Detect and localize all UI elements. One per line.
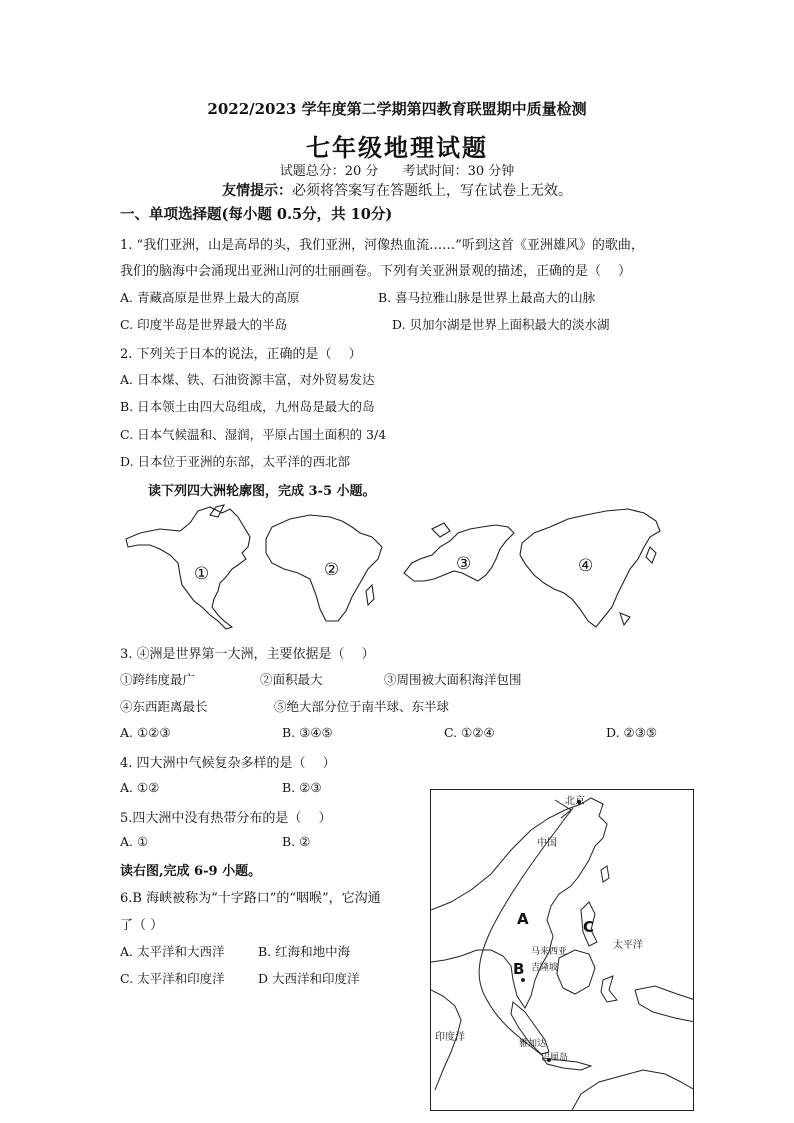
continent-label-2: ② — [324, 560, 340, 580]
exam-meta — [0, 160, 794, 179]
route-line — [479, 808, 573, 1056]
tip-text: 必须将答案写在答题纸上，写在试卷上无效。 — [292, 183, 572, 199]
north-america-outline — [126, 507, 250, 629]
q6-option-b: B. 红海和地中海 — [258, 944, 351, 959]
q5-option-a: A. ① — [120, 834, 149, 849]
q3-option-a: A. ①②③ — [120, 725, 171, 740]
q3-item-1: ①跨纬度最广 — [120, 672, 196, 687]
label-malaysia: 马来西亚 — [531, 947, 568, 957]
q4-option-a: A. ①② — [120, 780, 160, 795]
label-pacific: 太平洋 — [613, 940, 643, 951]
q3-option-c: C. ①②④ — [444, 725, 495, 740]
marker-a: A — [517, 910, 529, 928]
continent-label-1: ① — [194, 564, 210, 584]
southeast-asia-map — [430, 789, 694, 1111]
tip-label: 友情提示： — [222, 183, 292, 199]
label-china: 中国 — [537, 838, 557, 849]
marker-c: C — [583, 918, 595, 936]
q3-stem: 3. ④洲是世界第一大洲，主要依据是（ ） — [120, 647, 375, 662]
q2-option-b: B. 日本领土由四大岛组成，九州岛是最大的岛 — [120, 399, 375, 414]
q6-stem-1: 6.B 海峡被称为“十字路口”的“咽喉”，它沟通 — [120, 891, 381, 906]
q6-option-d: D 大西洋和印度洋 — [258, 971, 360, 986]
q6-option-c: C. 太平洋和印度洋 — [120, 971, 225, 986]
continent-label-4: ④ — [578, 556, 594, 576]
q1-option-b: B. 喜马拉雅山脉是世界上最高大的山脉 — [378, 290, 596, 305]
label-kuala-lumpur: 吉隆坡 — [531, 963, 559, 973]
marker-b: B — [513, 960, 525, 978]
q2-option-c: C. 日本气候温和、湿润，平原占国土面积的 3/4 — [120, 427, 387, 442]
q1-option-d: D. 贝加尔湖是世界上面积最大的淡水湖 — [392, 317, 610, 332]
q2-stem: 2. 下列关于日本的说法，正确的是（ ） — [120, 347, 362, 362]
q5-option-b: B. ② — [282, 834, 311, 849]
label-jakarta: 雅加达 — [519, 1039, 547, 1049]
q2-option-a: A. 日本煤、铁、石油资源丰富，对外贸易发达 — [120, 372, 375, 387]
q3-item-4: ④东西距离最长 — [120, 699, 208, 714]
sulawesi-island — [601, 976, 617, 1002]
q3-item-5: ⑤绝大部分位于南半球、东半球 — [274, 699, 450, 714]
q3-item-2: ②面积最大 — [260, 672, 323, 687]
section-heading: 一、单项选择题(每小题 0.5分，共 10分) — [120, 206, 393, 223]
q1-stem-2: 我们的脑海中会涌现出亚洲山河的壮丽画卷。下列有关亚洲景观的描述，正确的是（ ） — [120, 264, 632, 279]
continent-outlines — [120, 503, 680, 635]
q3-option-d: D. ②③⑤ — [606, 725, 658, 740]
school-line: 2022/2023 学年度第二学期第四教育联盟期中质量检测 — [207, 100, 587, 118]
q6-stem-2: 了（ ） — [120, 918, 164, 933]
page-title: 七年级地理试题 — [306, 133, 488, 162]
exam-time: 考试时间：30 分钟 — [402, 164, 515, 179]
label-indian-ocean: 印度洋 — [435, 1032, 465, 1043]
q1-option-a: A. 青藏高原是世界上最大的高原 — [120, 290, 300, 305]
q5-stem: 5.四大洲中没有热带分布的是（ ） — [120, 811, 332, 826]
read-instruction-2: 读右图,完成 6-9 小题。 — [120, 864, 262, 879]
q4-option-b: B. ②③ — [282, 780, 322, 795]
read-instruction-1: 读下列四大洲轮廓图，完成 3-5 小题。 — [148, 484, 376, 499]
total-score: 试题总分：20 分 — [279, 164, 379, 179]
continent-label-3: ③ — [456, 554, 472, 574]
q1-stem-1: 1. “我们亚洲，山是高昂的头，我们亚洲，河像热血流……”听到这首《亚洲雄风》的歌曲， — [120, 238, 644, 253]
q2-option-d: D. 日本位于亚洲的东部，太平洋的西北部 — [120, 454, 351, 469]
q3-option-b: B. ③④⑤ — [282, 725, 333, 740]
kl-marker — [521, 978, 525, 982]
label-bali: 巴厘岛 — [541, 1053, 569, 1063]
label-beijing: 北京 — [565, 796, 585, 807]
friendly-tip — [0, 180, 794, 200]
new-guinea — [635, 986, 694, 1022]
q6-option-a: A. 太平洋和大西洋 — [120, 944, 225, 959]
q1-option-c: C. 印度半岛是世界最大的半岛 — [120, 317, 288, 332]
taiwan-island — [601, 866, 609, 882]
q3-item-3: ③周围被大面积海洋包围 — [384, 672, 522, 687]
q4-stem: 4. 四大洲中气候复杂多样的是（ ） — [120, 756, 336, 771]
australia-coast — [571, 1070, 694, 1111]
